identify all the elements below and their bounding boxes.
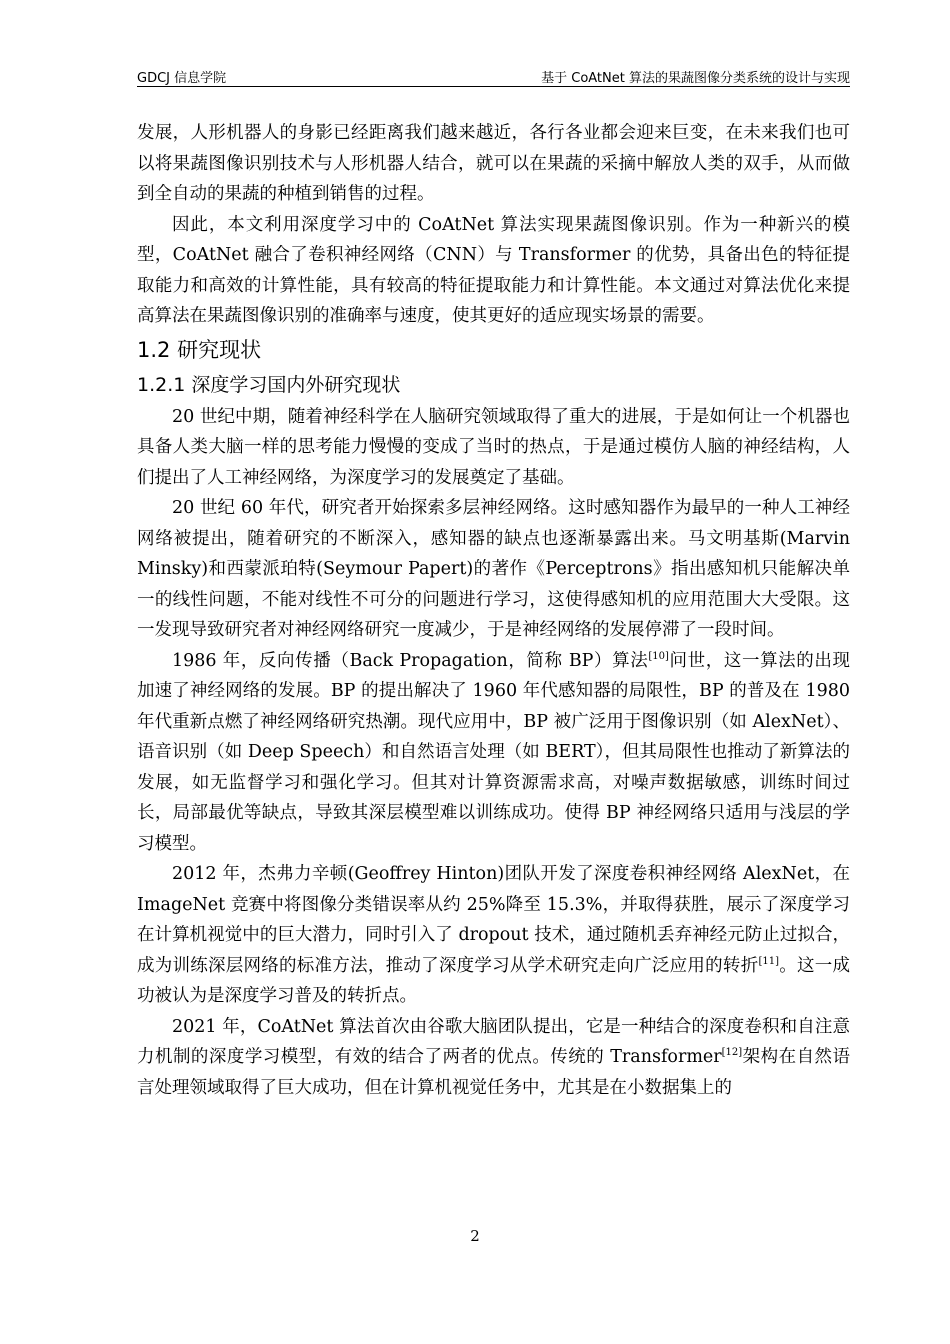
citation-10: [10]	[648, 650, 669, 662]
header-thesis-title: 基于 CoAtNet 算法的果蔬图像分类系统的设计与实现	[541, 71, 850, 86]
paragraph-7	[137, 1012, 850, 1104]
paragraph-7-text-a: 2021 年，CoAtNet 算法首次由谷歌大脑团队提出，它是一种结合的深度卷积和自注意力机制的深度学习模型，有效的结合了两者的优点。传统的 Transformer	[137, 1016, 850, 1067]
paragraph-3: 20 世纪中期，随着神经科学在人脑研究领域取得了重大的进展，于是如何让一个机器也具备人类大脑一样的思考能力慢慢的变成了当时的热点，于是通过模仿人脑的神经结构，人们提出了人工神经网络，为深度学习的发展奠定了基础。	[137, 406, 850, 488]
section-heading-1-2-1: 1.2.1 深度学习国内外研究现状	[137, 373, 401, 396]
citation-12: [12]	[721, 1047, 743, 1058]
paragraph-4: 20 世纪 60 年代，研究者开始探索多层神经网络。这时感知器作为最早的一种人工神经网络被提出，随着研究的不断深入，感知器的缺点也逐渐暴露出来。马文明基斯(Marvin Minsky)和西蒙派珀特(Seymour Papert)的著作《Perceptrons》指出感知机只能解决单一的线性问题，不能对线性不可分的问题进行学习，这使得感知机的应用范围大大受限。这一发现导致研究者对神经网络研究一度减少，于是神经网络的发展停滞了一段时间。	[137, 498, 850, 640]
paragraph-7-text-b: 架构在自然语言处理领域取得了巨大成功，但在计算机视觉任务中，尤其是在小数据集上的	[137, 1047, 851, 1098]
paragraph-6	[137, 859, 850, 1012]
page-number: 2	[470, 1227, 480, 1245]
section-heading-1-2: 1.2 研究现状	[137, 337, 262, 362]
page-body	[137, 118, 850, 1103]
paragraph-1: 发展，人形机器人的身影已经距离我们越来越近，各行各业都会迎来巨变，在未来我们也可以将果蔬图像识别技术与人形机器人结合，就可以在果蔬的采摘中解放人类的双手，从而做到全自动的果蔬的种植到销售的过程。	[137, 123, 850, 204]
paragraph-6-text-b: 。这一成功被认为是深度学习普及的转折点。	[137, 955, 851, 1006]
paragraph-5-text-b: 问世，这一算法的出现加速了神经网络的发展。BP 的提出解决了 1960 年代感知器的局限性，BP 的普及在 1980 年代重新点燃了神经网络研究热潮。现代应用中，BP 被广泛用于图像识别（如 AlexNet）、语音识别（如 Deep Speech）和自然语言处理（如 BERT），但其局限性也推动了新算法的发展，如无监督学习和强化学习。但其对计算资源需求高，对噪声数据敏感，训练时间过长，局部最优等缺点，导致其深层模型难以训练成功。使得 BP 神经网络只适用与浅层的学习模型。	[137, 650, 850, 854]
paragraph-6-text-a: 2012 年，杰弗力辛顿(Geoffrey Hinton)团队开发了深度卷积神经网络 AlexNet，在 ImageNet 竞赛中将图像分类错误率从约 25%降至 15.3%，并取得获胜，展示了深度学习在计算机视觉中的巨大潜力，同时引入了 dropout 技术，通过随机丢弃神经元防止过拟合，成为训练深层网络的标准方法，推动了深度学习从学术研究走向广泛应用的转折	[137, 864, 850, 976]
paragraph-5-text-a: 1986 年，反向传播（Back Propagation，简称 BP）算法	[172, 650, 649, 671]
paragraph-5	[137, 646, 850, 860]
paragraph-2: 因此，本文利用深度学习中的 CoAtNet 算法实现果蔬图像识别。作为一种新兴的模型，CoAtNet 融合了卷积神经网络（CNN）与 Transformer 的优势，具备出色的特征提取能力和高效的计算性能，具有较高的特征提取能力和计算性能。本文通过对算法优化来提高算法在果蔬图像识别的准确率与速度，使其更好的适应现实场景的需要。	[137, 214, 850, 326]
citation-11: [11]	[758, 955, 779, 967]
page-header	[137, 66, 850, 87]
header-institution: GDCJ 信息学院	[137, 71, 227, 86]
